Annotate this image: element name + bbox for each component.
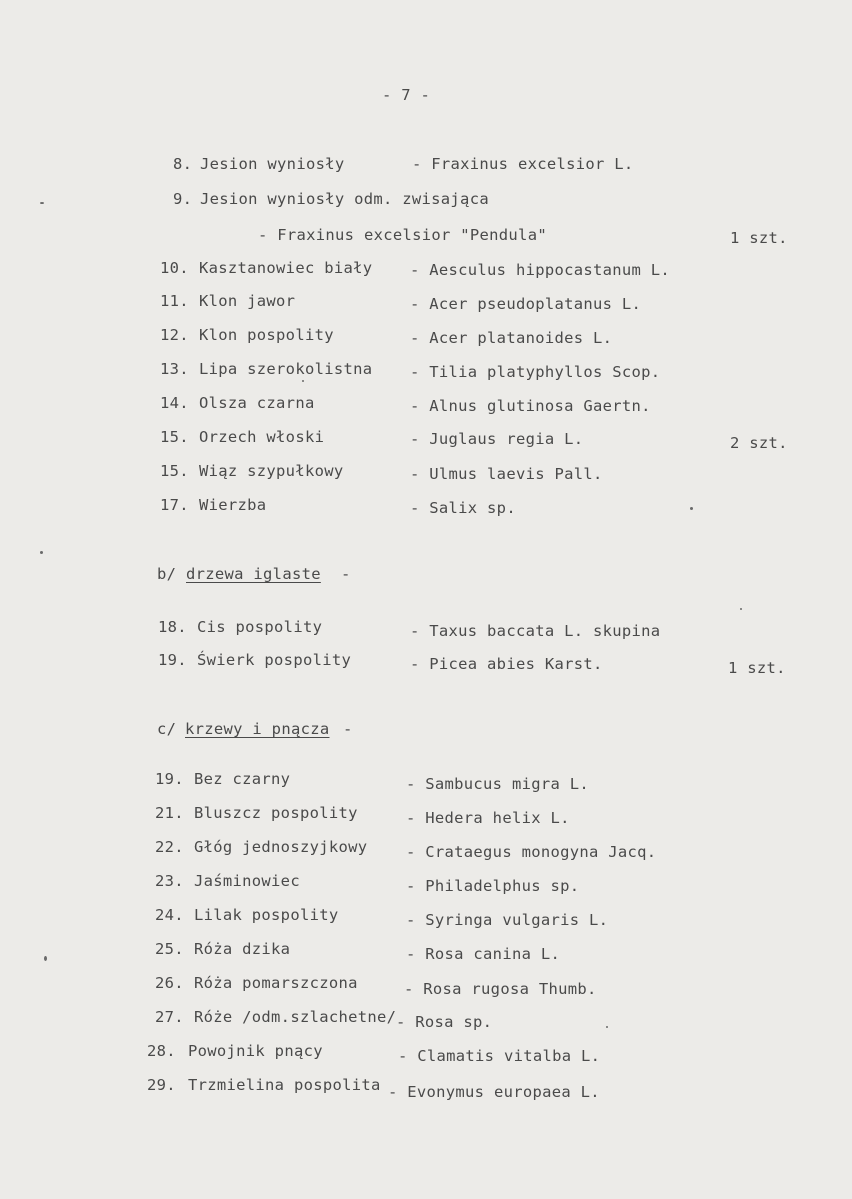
polish-name: Klon jawor bbox=[199, 292, 296, 310]
item-number: 17. bbox=[160, 496, 189, 514]
latin-name: - Fraxinus excelsior "Pendula" bbox=[258, 226, 547, 244]
polish-name: Głóg jednoszyjkowy bbox=[194, 838, 368, 856]
latin-name: - Hedera helix L. bbox=[406, 809, 570, 827]
latin-name: - Sambucus migra L. bbox=[406, 775, 590, 793]
polish-name: Jesion wyniosły odm. zwisająca bbox=[200, 190, 489, 208]
scan-speck bbox=[44, 956, 47, 961]
item-number: 19. bbox=[155, 770, 184, 788]
polish-name: Trzmielina pospolita bbox=[188, 1076, 381, 1094]
latin-name: - Rosa sp. bbox=[396, 1013, 493, 1031]
polish-name: Bez czarny bbox=[194, 770, 291, 788]
latin-name: - Acer pseudoplatanus L. bbox=[410, 295, 642, 313]
polish-name: Lilak pospolity bbox=[194, 906, 339, 924]
item-number: 12. bbox=[160, 326, 189, 344]
item-number: 28. bbox=[147, 1042, 176, 1060]
polish-name: Cis pospolity bbox=[197, 618, 323, 636]
polish-name: Róża dzika bbox=[194, 940, 291, 958]
item-number: 22. bbox=[155, 838, 184, 856]
item-number: 21. bbox=[155, 804, 184, 822]
polish-name: Róża pomarszczona bbox=[194, 974, 358, 992]
latin-name: - Clamatis vitalba L. bbox=[398, 1047, 601, 1065]
polish-name: Wiąz szypułkowy bbox=[199, 462, 344, 480]
scan-speck bbox=[606, 1026, 608, 1028]
quantity: 1 szt. bbox=[728, 659, 786, 677]
latin-name: - Salix sp. bbox=[410, 499, 516, 517]
latin-name: - Crataegus monogyna Jacq. bbox=[406, 843, 657, 861]
polish-name: Klon pospolity bbox=[199, 326, 334, 344]
latin-name: - Taxus baccata L. skupina bbox=[410, 622, 661, 640]
quantity: 1 szt. bbox=[730, 229, 788, 247]
latin-name: - Ulmus laevis Pall. bbox=[410, 465, 603, 483]
latin-name: - Rosa canina L. bbox=[406, 945, 561, 963]
latin-name: - Picea abies Karst. bbox=[410, 655, 603, 673]
page-number: - 7 - bbox=[382, 86, 431, 104]
latin-name: - Syringa vulgaris L. bbox=[406, 911, 609, 929]
scan-speck bbox=[40, 551, 43, 554]
item-number: 11. bbox=[160, 292, 189, 310]
item-number: 18. bbox=[158, 618, 187, 636]
polish-name: Jaśminowiec bbox=[194, 872, 300, 890]
section-prefix: c/ bbox=[157, 720, 177, 738]
latin-name: - Evonymus europaea L. bbox=[388, 1083, 600, 1101]
item-number: 27. bbox=[155, 1008, 184, 1026]
latin-name: - Juglaus regia L. bbox=[410, 430, 584, 448]
scan-speck bbox=[690, 507, 693, 510]
latin-name: - Rosa rugosa Thumb. bbox=[404, 980, 597, 998]
section-dash: - bbox=[343, 720, 353, 738]
item-number: 26. bbox=[155, 974, 184, 992]
item-number: 10. bbox=[160, 259, 189, 277]
scan-speck bbox=[302, 380, 304, 382]
polish-name: Bluszcz pospolity bbox=[194, 804, 358, 822]
item-number: 29. bbox=[147, 1076, 176, 1094]
latin-name: - Aesculus hippocastanum L. bbox=[410, 261, 671, 279]
latin-name: - Alnus glutinosa Gaertn. bbox=[410, 397, 651, 415]
section-title: drzewa iglaste bbox=[186, 565, 321, 583]
item-number: 8. bbox=[173, 155, 193, 173]
item-number: 13. bbox=[160, 360, 189, 378]
item-number: 24. bbox=[155, 906, 184, 924]
latin-name: - Philadelphus sp. bbox=[406, 877, 580, 895]
item-number: 23. bbox=[155, 872, 184, 890]
polish-name: Kasztanowiec biały bbox=[199, 259, 373, 277]
polish-name: Róże /odm.szlachetne/ bbox=[194, 1008, 397, 1026]
section-title: krzewy i pnącza bbox=[185, 720, 330, 738]
scan-speck bbox=[40, 202, 44, 204]
section-prefix: b/ bbox=[157, 565, 177, 583]
polish-name: Wierzba bbox=[199, 496, 267, 514]
polish-name: Lipa szerokolistna bbox=[199, 360, 373, 378]
quantity: 2 szt. bbox=[730, 434, 788, 452]
section-dash: - bbox=[341, 565, 351, 583]
latin-name: - Fraxinus excelsior L. bbox=[412, 155, 634, 173]
latin-name: - Acer platanoides L. bbox=[410, 329, 613, 347]
polish-name: Orzech włoski bbox=[199, 428, 325, 446]
scan-speck bbox=[740, 608, 742, 610]
item-number: 15. bbox=[160, 462, 189, 480]
item-number: 9. bbox=[173, 190, 193, 208]
item-number: 19. bbox=[158, 651, 187, 669]
latin-name: - Tilia platyphyllos Scop. bbox=[410, 363, 661, 381]
item-number: 25. bbox=[155, 940, 184, 958]
polish-name: Świerk pospolity bbox=[197, 651, 352, 669]
item-number: 15. bbox=[160, 428, 189, 446]
polish-name: Powojnik pnący bbox=[188, 1042, 323, 1060]
item-number: 14. bbox=[160, 394, 189, 412]
polish-name: Olsza czarna bbox=[199, 394, 315, 412]
polish-name: Jesion wyniosły bbox=[200, 155, 345, 173]
